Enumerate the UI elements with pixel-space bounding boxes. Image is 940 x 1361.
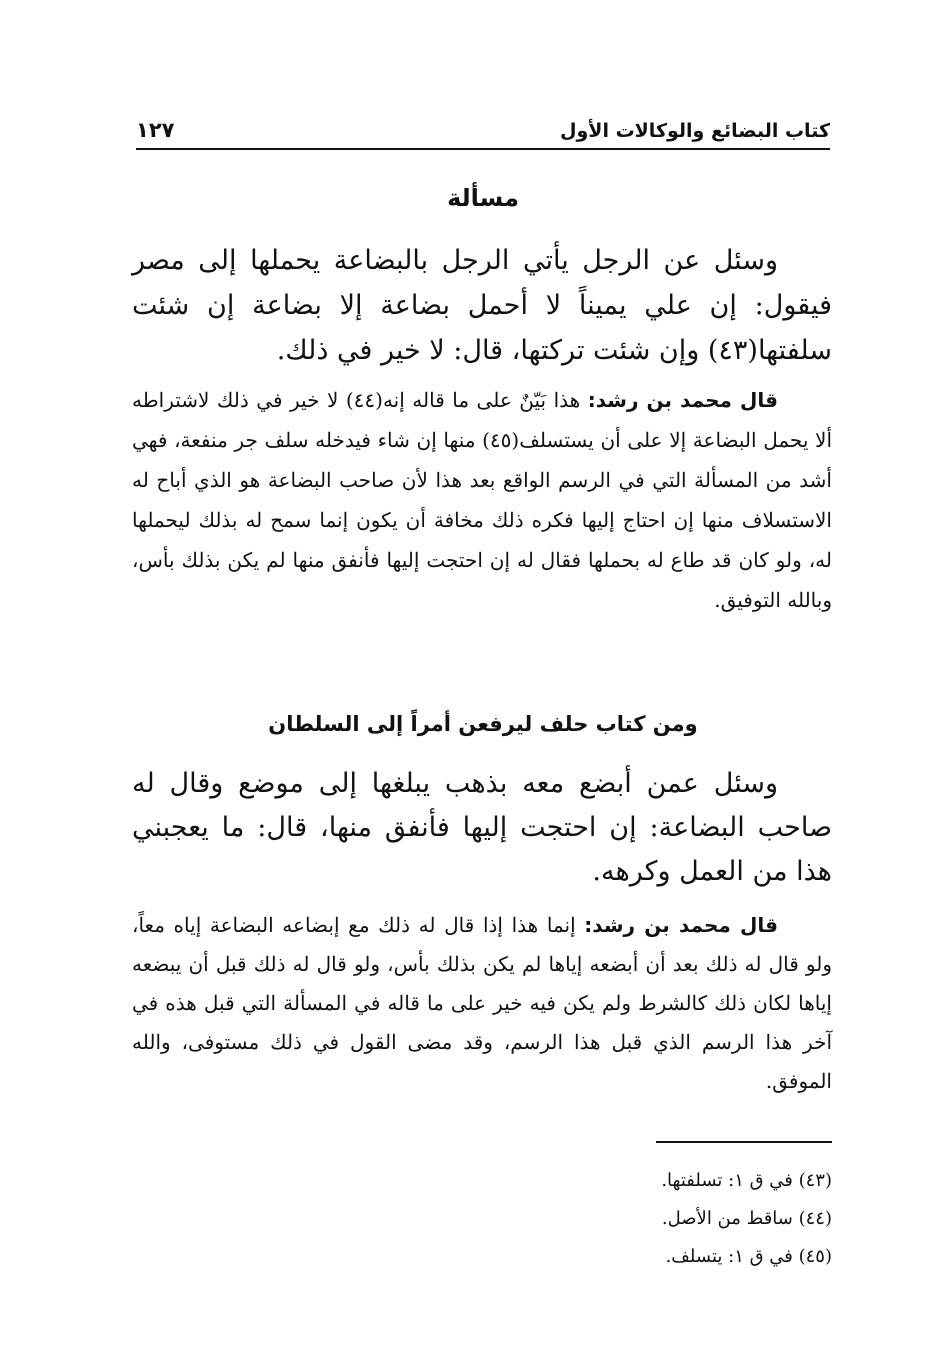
chapter-heading: ومن كتاب حلف ليرفعن أمراً إلى السلطان <box>268 712 698 736</box>
commentator-label: قال محمد بن رشد: <box>587 388 778 412</box>
footnote-divider <box>656 1141 832 1143</box>
commentary-text: إنما هذا إذا قال له ذلك مع إبضاعه البضاعة إياه معاً، ولو قال له ذلك بعد أن أبضعه إياها لم يكن بذلك بأس، ولو قال له ذلك قبل أن يبضعه إياها لكان ذلك كالشرط ولم يكن فيه خير على ما قاله في المسألة التي قبل هذه في آخر هذا الرسم الذي قبل هذا الرسم، وقد مضى القول في ذلك مستوفى، والله الموفق. <box>132 913 832 1093</box>
footnote: (٤٥) في ق ١: يتسلف. <box>665 1246 832 1267</box>
footnote: (٤٣) في ق ١: تسلفتها. <box>661 1170 832 1191</box>
commentary-paragraph <box>132 380 832 620</box>
question-text: وسئل عمن أبضع معه بذهب يبلغها إلى موضع وقال له صاحب البضاعة: إن احتجت إليها فأنفق منها، قال: ما يعجبني هذا من العمل وكرهه. <box>132 768 832 887</box>
footnote: (٤٤) ساقط من الأصل. <box>661 1208 832 1229</box>
footnotes <box>332 1162 832 1276</box>
commentator-label: قال محمد بن رشد: <box>584 913 778 937</box>
section-heading: مسألة <box>447 184 519 212</box>
running-title: كتاب البضائع والوكالات الأول <box>560 120 830 142</box>
question-paragraph <box>132 762 832 894</box>
page-number: ١٢٧ <box>136 118 175 142</box>
running-header <box>136 112 830 150</box>
question-paragraph <box>132 238 832 373</box>
commentary-paragraph <box>132 906 832 1101</box>
commentary-text: هذا بَيّنٌ على ما قاله إنه(٤٤) لا خير في ذلك لاشتراطه ألا يحمل البضاعة إلا على أن يستسلف(٤٥) منها إن شاء فيدخله سلف جر منفعة، فهي أشد من المسألة التي في الرسم الواقع بعد هذا لأن صاحب البضاعة هو الذي أباح له الاستسلاف منها إن احتاج إليها فكره ذلك مخافة أن يكون إنما سمح له بذلك ليحملها له، ولو كان قد طاع له بحملها فقال له إن احتجت إليها فأنفق منها لم يكن بذلك بأس، وبالله التوفيق. <box>132 388 832 612</box>
question-text: وسئل عن الرجل يأتي الرجل بالبضاعة يحملها إلى مصر فيقول: إن علي يميناً لا أحمل بضاعة إلا بضاعة إن شئت سلفتها(٤٣) وإن شئت تركتها، قال: لا خير في ذلك. <box>132 245 832 366</box>
